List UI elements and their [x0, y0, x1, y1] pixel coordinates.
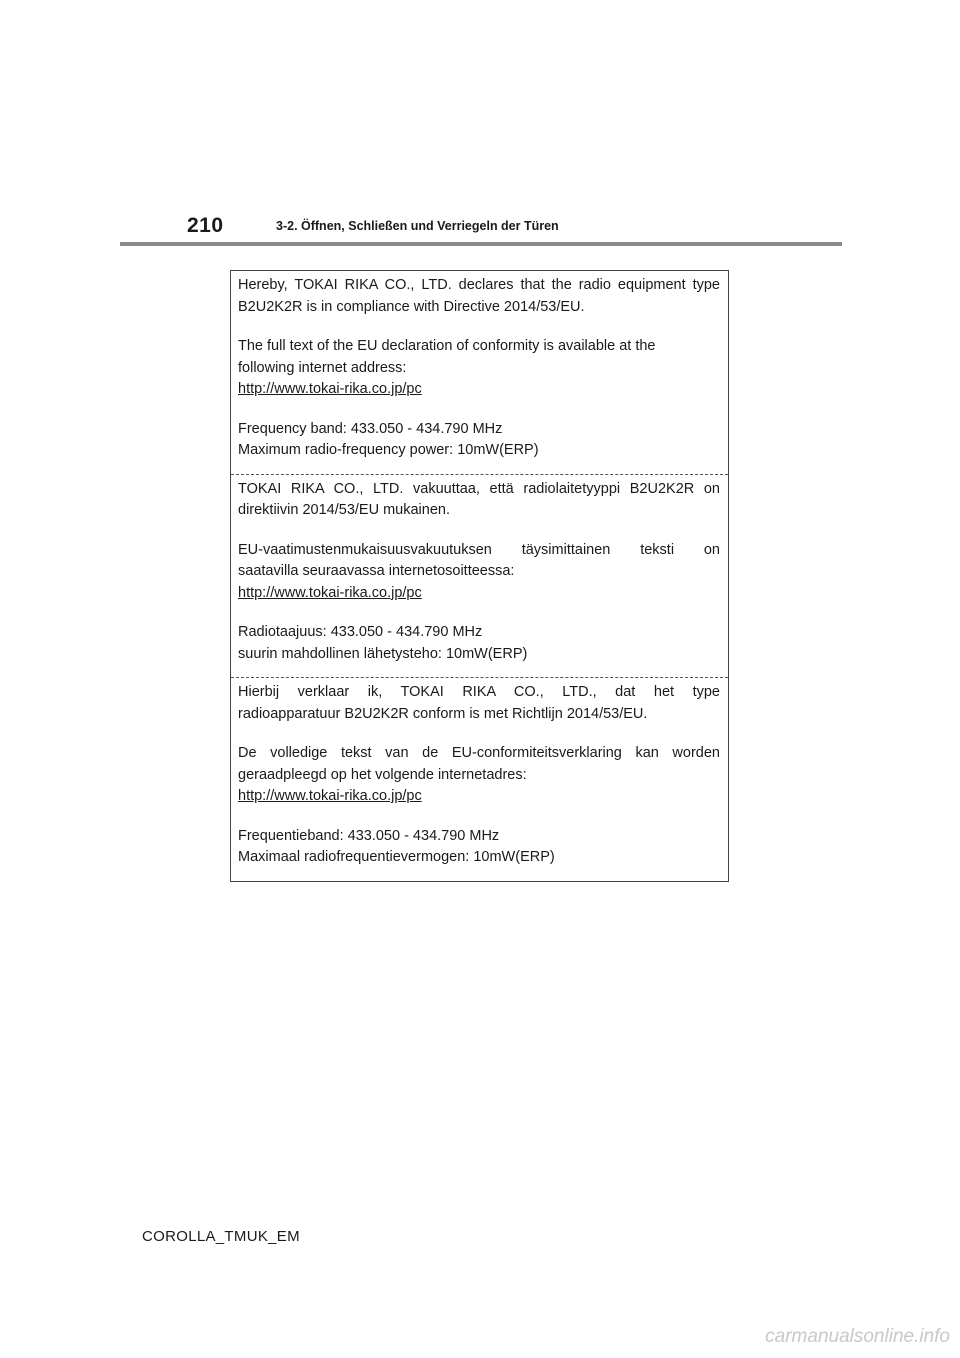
frequency-band: Radiotaajuus: 433.050 - 434.790 MHz [238, 624, 483, 640]
site-watermark: carmanualsonline.info [765, 1326, 950, 1347]
max-power: Maximum radio-frequency power: 10mW(ERP) [238, 442, 539, 458]
declaration-url-link[interactable]: http://www.tokai-rika.co.jp/pc [238, 381, 422, 397]
statement-line: Hierbij verklaar ik, TOKAI RIKA CO., LTD., dat het type [238, 684, 720, 700]
conformity-notice-box [230, 270, 729, 882]
frequency-band: Frequency band: 433.050 - 434.790 MHz [238, 420, 503, 437]
availability-paragraph [238, 743, 720, 808]
statement-line: Hereby, TOKAI RIKA CO., LTD. declares that the radio equipment type [238, 277, 720, 293]
declaration-dutch [231, 677, 728, 881]
declaration-url-link[interactable]: http://www.tokai-rika.co.jp/pc [238, 584, 422, 601]
document-code: COROLLA_TMUK_EM [142, 1228, 300, 1245]
declaration-url-link[interactable]: http://www.tokai-rika.co.jp/pc [238, 788, 422, 804]
availability-paragraph [238, 540, 720, 605]
availability-line: saatavilla seuraavassa internetosoitteessa: [238, 563, 515, 579]
availability-paragraph [238, 336, 720, 401]
availability-line: The full text of the EU declaration of conformity is available at the [238, 338, 656, 354]
radio-spec-paragraph [238, 622, 720, 665]
radio-spec-paragraph [238, 826, 720, 869]
page-number: 210 [187, 214, 224, 237]
statement-line: TOKAI RIKA CO., LTD. vakuuttaa, että radiolaitetyyppi B2U2K2R on [238, 480, 720, 497]
statement-line: B2U2K2R is in compliance with Directive 2014/53/EU. [238, 298, 585, 315]
availability-line: following internet address: [238, 359, 407, 376]
statement-paragraph [238, 275, 720, 318]
statement-paragraph [238, 682, 720, 725]
section-title: 3-2. Öffnen, Schließen und Verriegeln der Türen [276, 219, 559, 233]
declaration-finnish [231, 474, 728, 678]
statement-paragraph [238, 479, 720, 522]
radio-spec-paragraph [238, 419, 720, 462]
availability-line: geraadpleegd op het volgende internetadres: [238, 766, 527, 783]
declaration-english [231, 271, 728, 474]
max-power: Maximaal radiofrequentievermogen: 10mW(ERP) [238, 849, 555, 865]
availability-line: EU-vaatimustenmukaisuusvakuutuksen täysimittainen teksti on [238, 541, 720, 558]
availability-line: De volledige tekst van de EU-conformiteitsverklaring kan worden [238, 745, 720, 761]
max-power: suurin mahdollinen lähetysteho: 10mW(ERP) [238, 645, 528, 662]
header-divider [120, 242, 842, 246]
frequency-band: Frequentieband: 433.050 - 434.790 MHz [238, 827, 500, 844]
statement-line: direktiivin 2014/53/EU mukainen. [238, 502, 450, 518]
statement-line: radioapparatuur B2U2K2R conform is met Richtlijn 2014/53/EU. [238, 705, 648, 722]
